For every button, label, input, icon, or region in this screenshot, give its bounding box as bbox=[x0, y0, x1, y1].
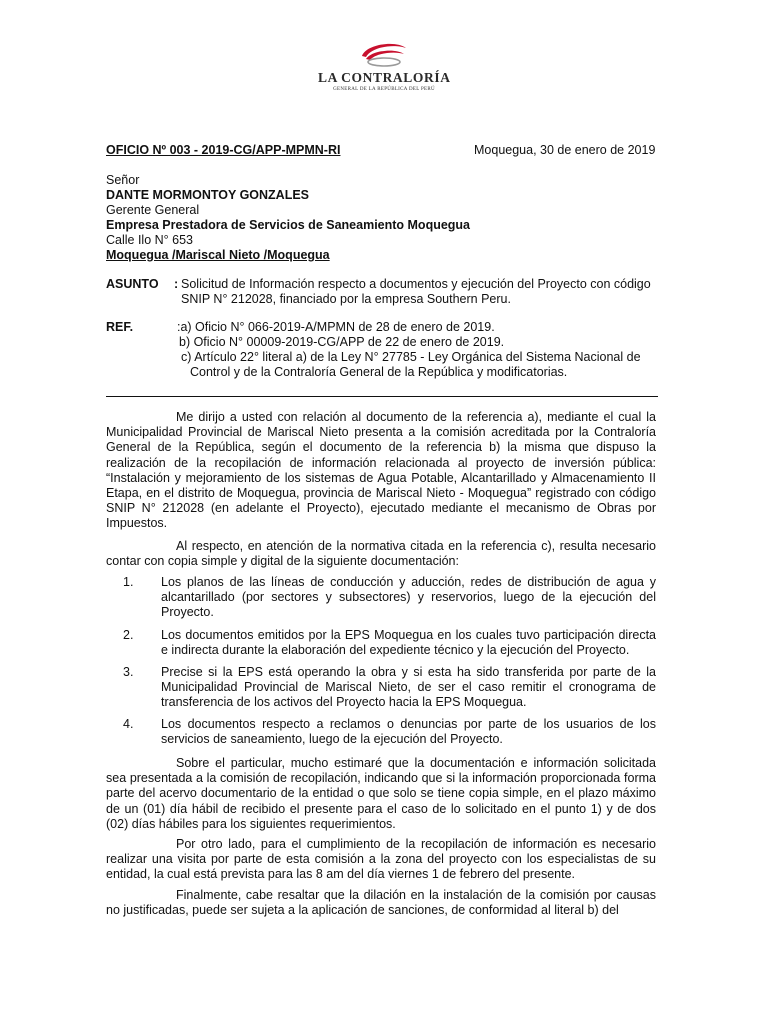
header-divider bbox=[106, 396, 658, 397]
list-item-number: 4. bbox=[123, 717, 134, 731]
body-paragraph-2-text: Al respecto, en atención de la normativa citada en la referencia c), resulta necesario contar con copia simple y digital de la siguiente documentación: bbox=[106, 539, 656, 569]
ref-item-a: :a) Oficio N° 066-2019-A/MPMN de 28 de enero de 2019. bbox=[177, 320, 495, 334]
recipient-company: Empresa Prestadora de Servicios de Saneamiento Moquegua bbox=[106, 218, 471, 232]
list-item-text: Precise si la EPS está operando la obra y si esta ha sido transferida por parte de la Municipalidad Provincial de Mariscal Nieto, de ser el caso remitir el cronograma de transferencia de los activos del Proyecto hacia la EPS Moquegua. bbox=[161, 665, 656, 710]
list-item-text: Los planos de las líneas de conducción y aducción, redes de distribución de agua y alcantarillado (por sectores y subsectores) y reservorios, luego de la ejecución del Proyecto. bbox=[161, 575, 656, 620]
recipient-address: Calle Ilo N° 653 bbox=[106, 233, 193, 247]
recipient-city: Moquegua /Mariscal Nieto /Moquegua bbox=[106, 248, 330, 262]
logo-name: LA CONTRALORÍA bbox=[318, 70, 451, 85]
body-paragraph-3 bbox=[106, 756, 656, 832]
list-item-text: Los documentos emitidos por la EPS Moquegua en los cuales tuvo participación directa e indirecta durante la elaboración del expediente técnico y la ejecución del Proyecto. bbox=[161, 628, 656, 658]
recipient-name: DANTE MORMONTOY GONZALES bbox=[106, 188, 310, 202]
contraloria-emblem-icon bbox=[356, 40, 412, 68]
ref-item-c-line-1: c) Artículo 22° literal a) de la Ley N° 27785 - Ley Orgánica del Sistema Nacional de bbox=[181, 350, 641, 364]
list-item-number: 1. bbox=[123, 575, 134, 589]
salutation: Señor bbox=[106, 173, 140, 187]
body-paragraph-5-text: Finalmente, cabe resaltar que la dilación en la instalación de la comisión por causas no justificadas, puede ser sujeta a la aplicación de sanciones, de conformidad al literal b) del bbox=[106, 888, 656, 918]
ref-item-b: b) Oficio N° 00009-2019-CG/APP de 22 de enero de 2019. bbox=[179, 335, 505, 349]
asunto-line-1: Solicitud de Información respecto a documentos y ejecución del Proyecto con código bbox=[181, 277, 651, 291]
oficio-number: OFICIO Nº 003 - 2019-CG/APP-MPMN-RI bbox=[106, 143, 341, 157]
body-paragraph-5 bbox=[106, 888, 656, 918]
contraloria-logo bbox=[318, 40, 450, 96]
recipient-position: Gerente General bbox=[106, 203, 200, 217]
letter-date: Moquegua, 30 de enero de 2019 bbox=[474, 143, 656, 157]
body-paragraph-1 bbox=[106, 410, 656, 532]
asunto-line-2: SNIP N° 212028, financiado por la empresa Southern Peru. bbox=[181, 292, 511, 306]
body-paragraph-1-text: Me dirijo a usted con relación al documento de la referencia a), mediante el cual la Municipalidad Provincial de Mariscal Nieto presenta a la comisión acreditada por la Contraloría General de la República, según el documento de la referencia b) la misma que dispuso la realización de la recopilación de información relacionada al proyecto de inversión pública: “Instalación y mejoramiento de los sistemas de Agua Potable, Alcantarillado y Almacenamiento II Etapa, en el distrito de Moquegua, provincia de Mariscal Nieto - Moquegua” registrado con código SNIP N° 212028 (en adelante el Proyecto), ejecutado mediante el mecanismo de Obras por Impuestos. bbox=[106, 410, 656, 531]
list-item-number: 3. bbox=[123, 665, 134, 679]
body-paragraph-2 bbox=[106, 539, 656, 569]
ref-item-c-line-2: Control y de la Contraloría General de la República y modificatorias. bbox=[190, 365, 568, 379]
ref-label: REF. bbox=[106, 320, 134, 334]
body-paragraph-4 bbox=[106, 837, 656, 883]
list-item-number: 2. bbox=[123, 628, 134, 642]
logo-subtitle: GENERAL DE LA REPÚBLICA DEL PERÚ bbox=[333, 87, 435, 92]
body-paragraph-4-text: Por otro lado, para el cumplimiento de la recopilación de información es necesario realizar una visita por parte de esta comisión a la zona del proyecto con los especialistas de su entidad, la cual está prevista para las 8 am del día viernes 1 de febrero del presente. bbox=[106, 837, 656, 882]
asunto-colon: : bbox=[174, 277, 179, 291]
body-paragraph-3-text: Sobre el particular, mucho estimaré que la documentación e información solicitada sea presentada a la comisión de recopilación, indicando que si la información proporcionada forma parte del acervo documentario de la entidad o que solo se tiene copia simple, en el plazo máximo de un (01) día hábil de recibido el presente para el caso de lo solicitado en el punto 1) y de dos (02) días hábiles para los siguientes requerimientos. bbox=[106, 756, 656, 831]
list-item-text: Los documentos respecto a reclamos o denuncias por parte de los usuarios de los servicios de saneamiento, luego de la ejecución del Proyecto. bbox=[161, 717, 656, 747]
asunto-label: ASUNTO bbox=[106, 277, 159, 291]
